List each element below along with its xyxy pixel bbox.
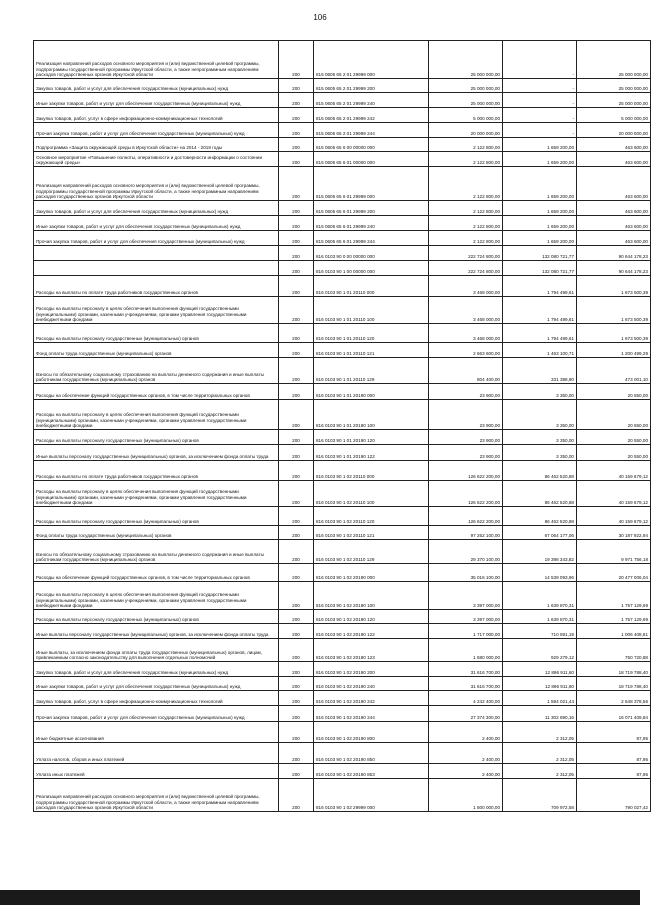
table-row bbox=[34, 93, 651, 108]
executed-amount-cell: - bbox=[503, 93, 577, 108]
unexecuted-amount-cell: 463 600,00 bbox=[577, 216, 651, 231]
approved-amount-cell: 2 400,00 bbox=[429, 743, 503, 764]
table-row bbox=[34, 540, 651, 564]
expense-name-cell: Расходы на выплаты персоналу в целях обеспечения выполнения функций государственными (муниципальными) органами, казенными учреждениями, органами управления государственными внебюджетными фондами bbox=[34, 297, 279, 324]
table-row bbox=[34, 384, 651, 400]
unexecuted-amount-cell: 25 000 000,00 bbox=[577, 93, 651, 108]
budget-classification-code-cell: 816 0103 90 1 02 20190 122 bbox=[314, 624, 429, 639]
line-code-cell: 200 bbox=[279, 526, 314, 540]
line-code-cell: 200 bbox=[279, 297, 314, 324]
executed-amount-cell: 86 462 520,88 bbox=[503, 507, 577, 526]
executed-amount-cell: 1 659 200,00 bbox=[503, 152, 577, 167]
line-code-cell: 200 bbox=[279, 722, 314, 743]
approved-amount-cell: 2 400,00 bbox=[429, 722, 503, 743]
executed-amount-cell: 1 659 200,00 bbox=[503, 231, 577, 246]
expense-name-cell: Расходы на выплаты персоналу государственных (муниципальных) органов bbox=[34, 430, 279, 445]
approved-amount-cell: 25 000 000,00 bbox=[429, 93, 503, 108]
executed-amount-cell: 67 064 177,06 bbox=[503, 526, 577, 540]
budget-classification-code-cell: 815 0605 65 2 01 29999 242 bbox=[314, 108, 429, 123]
table-row bbox=[34, 639, 651, 662]
unexecuted-amount-cell: 1 757 129,69 bbox=[577, 610, 651, 624]
budget-classification-code-cell: 816 0103 90 1 01 20190 122 bbox=[314, 445, 429, 461]
budget-classification-code-cell: 816 0103 90 1 02 20190 100 bbox=[314, 582, 429, 610]
approved-amount-cell: 126 622 200,00 bbox=[429, 507, 503, 526]
table-row bbox=[34, 662, 651, 677]
executed-amount-cell: 12 896 911,60 bbox=[503, 662, 577, 677]
executed-amount-cell: 1 659 200,00 bbox=[503, 216, 577, 231]
table-row bbox=[34, 722, 651, 743]
line-code-cell: 200 bbox=[279, 706, 314, 722]
table-row bbox=[34, 430, 651, 445]
expense-name-cell: Фонд оплаты труда государственных (муниципальных) органов bbox=[34, 343, 279, 358]
approved-amount-cell: 2 122 800,00 bbox=[429, 231, 503, 246]
expense-name-cell: Расходы на выплаты персоналу в целях обеспечения выполнения функций государственными (муниципальными) органами, казенными учреждениями, органами управления государственными внебюджетными фондами bbox=[34, 400, 279, 430]
table-row bbox=[34, 691, 651, 706]
expense-name-cell: Закупка товаров, работ и услуг для обеспечения государственных (муниципальных) нужд bbox=[34, 79, 279, 93]
budget-classification-code-cell: 816 0103 90 1 01 20110 120 bbox=[314, 324, 429, 343]
table-row bbox=[34, 400, 651, 430]
executed-amount-cell: 2 312,05 bbox=[503, 722, 577, 743]
expense-name-cell: Закупка товаров, работ, услуг в сфере информационно-коммуникационных технологий bbox=[34, 691, 279, 706]
table-row bbox=[34, 779, 651, 812]
line-code-cell: 200 bbox=[279, 216, 314, 231]
line-code-cell: 200 bbox=[279, 123, 314, 138]
budget-classification-code-cell: 815 0605 65 6 01 29999 200 bbox=[314, 201, 429, 216]
budget-classification-code-cell: 816 0103 90 1 00 00000 000 bbox=[314, 261, 429, 276]
budget-execution-table bbox=[33, 40, 651, 812]
budget-classification-code-cell: 816 0103 90 1 02 20190 800 bbox=[314, 722, 429, 743]
line-code-cell: 200 bbox=[279, 358, 314, 384]
expense-name-cell: Расходы на выплаты персоналу государственных (муниципальных) органов bbox=[34, 507, 279, 526]
line-code-cell: 200 bbox=[279, 445, 314, 461]
expense-name-cell: Уплата налогов, сборов и иных платежей bbox=[34, 743, 279, 764]
approved-amount-cell: 25 000 000,00 bbox=[429, 79, 503, 93]
line-code-cell: 200 bbox=[279, 108, 314, 123]
line-code-cell: 200 bbox=[279, 639, 314, 662]
executed-amount-cell: 710 591,19 bbox=[503, 624, 577, 639]
line-code-cell: 200 bbox=[279, 201, 314, 216]
executed-amount-cell: 14 539 093,96 bbox=[503, 564, 577, 582]
unexecuted-amount-cell: 463 600,00 bbox=[577, 201, 651, 216]
approved-amount-cell: 3 397 000,00 bbox=[429, 582, 503, 610]
budget-classification-code-cell: 815 0605 65 6 01 29999 000 bbox=[314, 167, 429, 201]
budget-classification-code-cell: 816 0103 90 1 02 20190 850 bbox=[314, 743, 429, 764]
table-row bbox=[34, 624, 651, 639]
approved-amount-cell: 804 400,00 bbox=[429, 358, 503, 384]
table-row bbox=[34, 261, 651, 276]
line-code-cell: 200 bbox=[279, 610, 314, 624]
approved-amount-cell: 23 900,00 bbox=[429, 430, 503, 445]
line-code-cell: 200 bbox=[279, 231, 314, 246]
table-row bbox=[34, 343, 651, 358]
unexecuted-amount-cell: 1 673 500,39 bbox=[577, 324, 651, 343]
table-row bbox=[34, 167, 651, 201]
approved-amount-cell: 31 616 700,00 bbox=[429, 662, 503, 677]
approved-amount-cell: 20 000 000,00 bbox=[429, 123, 503, 138]
line-code-cell: 200 bbox=[279, 152, 314, 167]
budget-classification-code-cell: 816 0103 90 1 02 20190 120 bbox=[314, 610, 429, 624]
table-row bbox=[34, 231, 651, 246]
expense-name-cell: Закупка товаров, работ и услуг для обеспечения государственных (муниципальных) нужд bbox=[34, 201, 279, 216]
budget-classification-code-cell: 816 0103 90 1 01 20110 129 bbox=[314, 358, 429, 384]
table-row bbox=[34, 564, 651, 582]
budget-classification-code-cell: 816 0103 90 1 02 20110 129 bbox=[314, 540, 429, 564]
table-row bbox=[34, 201, 651, 216]
unexecuted-amount-cell: 463 600,00 bbox=[577, 152, 651, 167]
table-row bbox=[34, 108, 651, 123]
unexecuted-amount-cell: 25 000 000,00 bbox=[577, 79, 651, 93]
expense-name-cell: Иные выплаты, за исключением фонда оплаты труда государственных (муниципальных) органов, лицам, привлекаемым согласно законодательству для выполнения отдельных полномочий bbox=[34, 639, 279, 662]
unexecuted-amount-cell: 2 648 378,56 bbox=[577, 691, 651, 706]
budget-classification-code-cell: 815 0605 65 2 01 29999 000 bbox=[314, 41, 429, 79]
budget-classification-code-cell: 816 0103 90 1 01 20110 000 bbox=[314, 276, 429, 297]
table-row bbox=[34, 358, 651, 384]
expense-name-cell: Прочая закупка товаров, работ и услуг для обеспечения государственных (муниципальных) нужд bbox=[34, 123, 279, 138]
table-row bbox=[34, 507, 651, 526]
unexecuted-amount-cell: 18 719 788,40 bbox=[577, 662, 651, 677]
unexecuted-amount-cell: 1 200 499,29 bbox=[577, 343, 651, 358]
unexecuted-amount-cell: 20 000 000,00 bbox=[577, 123, 651, 138]
budget-classification-code-cell: 816 0103 90 1 02 20190 853 bbox=[314, 764, 429, 779]
approved-amount-cell: 222 724 800,00 bbox=[429, 261, 503, 276]
budget-classification-code-cell: 816 0103 90 1 02 20190 200 bbox=[314, 662, 429, 677]
unexecuted-amount-cell: 40 159 679,12 bbox=[577, 507, 651, 526]
line-code-cell: 200 bbox=[279, 624, 314, 639]
executed-amount-cell: 19 398 343,82 bbox=[503, 540, 577, 564]
expense-name-cell: Закупка товаров, работ и услуг для обеспечения государственных (муниципальных) нужд bbox=[34, 662, 279, 677]
approved-amount-cell: 5 000 000,00 bbox=[429, 108, 503, 123]
executed-amount-cell: - bbox=[503, 79, 577, 93]
line-code-cell: 200 bbox=[279, 261, 314, 276]
unexecuted-amount-cell: 1 757 129,69 bbox=[577, 582, 651, 610]
unexecuted-amount-cell: 1 673 500,39 bbox=[577, 297, 651, 324]
executed-amount-cell: 2 312,05 bbox=[503, 743, 577, 764]
expense-name-cell: Прочая закупка товаров, работ и услуг для обеспечения государственных (муниципальных) нужд bbox=[34, 706, 279, 722]
line-code-cell: 200 bbox=[279, 582, 314, 610]
line-code-cell: 200 bbox=[279, 79, 314, 93]
table-row bbox=[34, 764, 651, 779]
executed-amount-cell: 1 659 200,00 bbox=[503, 201, 577, 216]
expense-name-cell: Уплата иных платежей bbox=[34, 764, 279, 779]
expense-name-cell bbox=[34, 246, 279, 261]
table-row bbox=[34, 706, 651, 722]
approved-amount-cell: 27 374 300,00 bbox=[429, 706, 503, 722]
executed-amount-cell: 86 462 520,88 bbox=[503, 481, 577, 507]
expense-name-cell: Расходы на обеспечение функций государственных органов, в том числе территориальных органов bbox=[34, 564, 279, 582]
expense-name-cell: Подпрограмма «Защита окружающей среды в Иркутской области» на 2014 - 2018 годы bbox=[34, 138, 279, 152]
expense-name-cell: Иные выплаты персоналу государственных (муниципальных) органов, за исключением фонда оплаты труда bbox=[34, 445, 279, 461]
unexecuted-amount-cell: 463 600,00 bbox=[577, 167, 651, 201]
executed-amount-cell: 132 080 721,77 bbox=[503, 261, 577, 276]
unexecuted-amount-cell: 463 600,00 bbox=[577, 138, 651, 152]
line-code-cell: 200 bbox=[279, 246, 314, 261]
line-code-cell: 200 bbox=[279, 564, 314, 582]
unexecuted-amount-cell: 790 027,42 bbox=[577, 779, 651, 812]
unexecuted-amount-cell: 40 159 679,12 bbox=[577, 461, 651, 481]
expense-name-cell: Расходы на выплаты по оплате труда работников государственных органов bbox=[34, 461, 279, 481]
executed-amount-cell: - bbox=[503, 123, 577, 138]
expense-name-cell: Закупка товаров, работ, услуг в сфере информационно-коммуникационных технологий bbox=[34, 108, 279, 123]
budget-classification-code-cell: 815 0605 65 6 01 29999 240 bbox=[314, 216, 429, 231]
unexecuted-amount-cell: 20 550,00 bbox=[577, 445, 651, 461]
budget-classification-code-cell: 816 0103 90 1 01 20110 100 bbox=[314, 297, 429, 324]
table-row bbox=[34, 138, 651, 152]
unexecuted-amount-cell: 87,95 bbox=[577, 764, 651, 779]
line-code-cell: 200 bbox=[279, 343, 314, 358]
expense-name-cell: Иные закупки товаров, работ и услуг для обеспечения государственных (муниципальных) нужд bbox=[34, 677, 279, 691]
budget-classification-code-cell: 816 0103 90 1 02 20110 121 bbox=[314, 526, 429, 540]
budget-classification-code-cell: 816 0103 90 1 02 20190 123 bbox=[314, 639, 429, 662]
table-row bbox=[34, 445, 651, 461]
budget-classification-code-cell: 815 0605 65 6 01 29999 244 bbox=[314, 231, 429, 246]
unexecuted-amount-cell: 1 673 500,39 bbox=[577, 276, 651, 297]
budget-classification-code-cell: 816 0103 90 1 02 20110 000 bbox=[314, 461, 429, 481]
approved-amount-cell: 4 242 400,00 bbox=[429, 691, 503, 706]
approved-amount-cell: 3 468 000,00 bbox=[429, 276, 503, 297]
table-row bbox=[34, 152, 651, 167]
executed-amount-cell: - bbox=[503, 41, 577, 79]
expense-name-cell: Фонд оплаты труда государственных (муниципальных) органов bbox=[34, 526, 279, 540]
unexecuted-amount-cell: 20 550,00 bbox=[577, 384, 651, 400]
unexecuted-amount-cell: 20 550,00 bbox=[577, 400, 651, 430]
approved-amount-cell: 2 122 800,00 bbox=[429, 167, 503, 201]
executed-amount-cell: 331 398,90 bbox=[503, 358, 577, 384]
table-row bbox=[34, 123, 651, 138]
executed-amount-cell: 11 302 890,16 bbox=[503, 706, 577, 722]
expense-name-cell: Реализация направлений расходов основного мероприятия и (или) ведомственной целевой программы, подпрограммы государственной программы Иркутской области, а также непрограммным направлениям расходов государственных органов Иркутской области bbox=[34, 167, 279, 201]
table-row bbox=[34, 324, 651, 343]
expense-name-cell: Прочая закупка товаров, работ и услуг для обеспечения государственных (муниципальных) нужд bbox=[34, 231, 279, 246]
budget-classification-code-cell: 816 0103 90 1 01 20110 121 bbox=[314, 343, 429, 358]
table-row bbox=[34, 481, 651, 507]
line-code-cell: 200 bbox=[279, 41, 314, 79]
budget-classification-code-cell: 816 0103 90 1 01 20190 120 bbox=[314, 430, 429, 445]
expense-name-cell: Взносы по обязательному социальному страхованию на выплаты денежного содержания и иные выплаты работникам государственных (муниципальных) органов bbox=[34, 358, 279, 384]
executed-amount-cell: 1 659 200,00 bbox=[503, 138, 577, 152]
line-code-cell: 200 bbox=[279, 276, 314, 297]
table-row bbox=[34, 743, 651, 764]
unexecuted-amount-cell: 20 550,00 bbox=[577, 430, 651, 445]
unexecuted-amount-cell: 87,95 bbox=[577, 743, 651, 764]
line-code-cell: 200 bbox=[279, 779, 314, 812]
table-row bbox=[34, 246, 651, 261]
table-row bbox=[34, 216, 651, 231]
line-code-cell: 200 bbox=[279, 677, 314, 691]
approved-amount-cell: 25 000 000,00 bbox=[429, 41, 503, 79]
unexecuted-amount-cell: 5 000 000,00 bbox=[577, 108, 651, 123]
budget-classification-code-cell: 815 0605 65 6 00 00000 000 bbox=[314, 138, 429, 152]
budget-classification-code-cell: 815 0605 65 2 01 29999 200 bbox=[314, 79, 429, 93]
line-code-cell: 200 bbox=[279, 93, 314, 108]
approved-amount-cell: 126 622 200,00 bbox=[429, 461, 503, 481]
approved-amount-cell: 97 252 100,00 bbox=[429, 526, 503, 540]
budget-classification-code-cell: 815 0605 65 2 01 29999 240 bbox=[314, 93, 429, 108]
approved-amount-cell: 31 616 700,00 bbox=[429, 677, 503, 691]
approved-amount-cell: 35 016 100,00 bbox=[429, 564, 503, 582]
executed-amount-cell: 1 639 870,31 bbox=[503, 582, 577, 610]
expense-name-cell: Расходы на выплаты персоналу государственных (муниципальных) органов bbox=[34, 610, 279, 624]
unexecuted-amount-cell: 750 720,88 bbox=[577, 639, 651, 662]
executed-amount-cell: 132 080 721,77 bbox=[503, 246, 577, 261]
unexecuted-amount-cell: 18 719 788,40 bbox=[577, 677, 651, 691]
budget-classification-code-cell: 816 0103 90 1 01 20190 000 bbox=[314, 384, 429, 400]
executed-amount-cell: 3 350,00 bbox=[503, 400, 577, 430]
unexecuted-amount-cell: 87,95 bbox=[577, 722, 651, 743]
budget-classification-code-cell: 816 0103 90 1 02 29999 000 bbox=[314, 779, 429, 812]
unexecuted-amount-cell: 40 159 679,12 bbox=[577, 481, 651, 507]
line-code-cell: 200 bbox=[279, 481, 314, 507]
budget-classification-code-cell: 816 0103 90 1 01 20190 100 bbox=[314, 400, 429, 430]
table-row bbox=[34, 461, 651, 481]
budget-classification-code-cell: 815 0605 65 2 01 29999 244 bbox=[314, 123, 429, 138]
expense-name-cell: Расходы на выплаты персоналу государственных (муниципальных) органов bbox=[34, 324, 279, 343]
approved-amount-cell: 3 468 000,00 bbox=[429, 324, 503, 343]
approved-amount-cell: 1 680 000,00 bbox=[429, 639, 503, 662]
executed-amount-cell: 1 594 021,44 bbox=[503, 691, 577, 706]
approved-amount-cell: 2 122 800,00 bbox=[429, 138, 503, 152]
expense-name-cell: Взносы по обязательному социальному страхованию на выплаты денежного содержания и иные выплаты работникам государственных (муниципальных) органов bbox=[34, 540, 279, 564]
expense-name-cell: Иные закупки товаров, работ и услуг для обеспечения государственных (муниципальных) нужд bbox=[34, 216, 279, 231]
line-code-cell: 200 bbox=[279, 400, 314, 430]
budget-classification-code-cell: 816 0103 90 1 02 20190 244 bbox=[314, 706, 429, 722]
expense-name-cell bbox=[34, 261, 279, 276]
unexecuted-amount-cell: 1 006 408,81 bbox=[577, 624, 651, 639]
executed-amount-cell: 1 659 200,00 bbox=[503, 167, 577, 201]
executed-amount-cell: 709 972,58 bbox=[503, 779, 577, 812]
expense-name-cell: Иные бюджетные ассигнования bbox=[34, 722, 279, 743]
line-code-cell: 200 bbox=[279, 540, 314, 564]
budget-classification-code-cell: 816 0103 90 0 00 00000 000 bbox=[314, 246, 429, 261]
unexecuted-amount-cell: 30 187 922,94 bbox=[577, 526, 651, 540]
page-number: 106 bbox=[313, 13, 327, 22]
budget-classification-code-cell: 816 0103 90 1 02 20190 000 bbox=[314, 564, 429, 582]
unexecuted-amount-cell: 20 477 006,04 bbox=[577, 564, 651, 582]
expense-name-cell: Основное мероприятие «Повышение полноты, оперативности и достоверности информации о состоянии окружающей среды» bbox=[34, 152, 279, 167]
budget-classification-code-cell: 816 0103 90 1 02 20110 120 bbox=[314, 507, 429, 526]
approved-amount-cell: 2 122 800,00 bbox=[429, 216, 503, 231]
unexecuted-amount-cell: 16 071 409,84 bbox=[577, 706, 651, 722]
line-code-cell: 200 bbox=[279, 662, 314, 677]
expense-name-cell: Реализация направлений расходов основного мероприятия и (или) ведомственной целевой программы, подпрограммы государственной программы Иркутской области, а также непрограммным направлениям расходов государственных органов Иркутской области bbox=[34, 779, 279, 812]
approved-amount-cell: 3 397 000,00 bbox=[429, 610, 503, 624]
table-row bbox=[34, 276, 651, 297]
line-code-cell: 200 bbox=[279, 691, 314, 706]
line-code-cell: 200 bbox=[279, 384, 314, 400]
executed-amount-cell: 3 350,00 bbox=[503, 445, 577, 461]
approved-amount-cell: 23 900,00 bbox=[429, 400, 503, 430]
unexecuted-amount-cell: 90 644 178,23 bbox=[577, 246, 651, 261]
budget-classification-code-cell: 816 0103 90 1 02 20190 240 bbox=[314, 677, 429, 691]
approved-amount-cell: 23 900,00 bbox=[429, 445, 503, 461]
table-row bbox=[34, 41, 651, 79]
line-code-cell: 200 bbox=[279, 743, 314, 764]
expense-name-cell: Иные закупки товаров, работ и услуг для обеспечения государственных (муниципальных) нужд bbox=[34, 93, 279, 108]
table-row bbox=[34, 582, 651, 610]
unexecuted-amount-cell: 9 971 756,18 bbox=[577, 540, 651, 564]
expense-name-cell: Иные выплаты персоналу государственных (муниципальных) органов, за исключением фонда оплаты труда bbox=[34, 624, 279, 639]
line-code-cell: 200 bbox=[279, 764, 314, 779]
bottom-scan-edge bbox=[0, 890, 640, 905]
executed-amount-cell: 3 350,00 bbox=[503, 430, 577, 445]
table-row bbox=[34, 526, 651, 540]
line-code-cell: 200 bbox=[279, 507, 314, 526]
budget-classification-code-cell: 815 0605 65 6 01 00000 000 bbox=[314, 152, 429, 167]
approved-amount-cell: 3 468 000,00 bbox=[429, 297, 503, 324]
expense-name-cell: Реализация направлений расходов основного мероприятия и (или) ведомственной целевой программы, подпрограммы государственной программы Иркутской области, а также непрограммным направлениям расходов государственных органов Иркутской области bbox=[34, 41, 279, 79]
table-row bbox=[34, 610, 651, 624]
approved-amount-cell: 23 900,00 bbox=[429, 384, 503, 400]
executed-amount-cell: 1 794 499,61 bbox=[503, 276, 577, 297]
line-code-cell: 200 bbox=[279, 138, 314, 152]
executed-amount-cell: - bbox=[503, 108, 577, 123]
unexecuted-amount-cell: 90 644 178,23 bbox=[577, 261, 651, 276]
line-code-cell: 200 bbox=[279, 167, 314, 201]
line-code-cell: 200 bbox=[279, 461, 314, 481]
approved-amount-cell: 222 724 800,00 bbox=[429, 246, 503, 261]
executed-amount-cell: 1 794 499,61 bbox=[503, 297, 577, 324]
unexecuted-amount-cell: 463 600,00 bbox=[577, 231, 651, 246]
approved-amount-cell: 29 370 100,00 bbox=[429, 540, 503, 564]
executed-amount-cell: 1 639 870,31 bbox=[503, 610, 577, 624]
approved-amount-cell: 1 500 000,00 bbox=[429, 779, 503, 812]
executed-amount-cell: 1 794 499,61 bbox=[503, 324, 577, 343]
expense-name-cell: Расходы на обеспечение функций государственных органов, в том числе территориальных органов bbox=[34, 384, 279, 400]
expense-name-cell: Расходы на выплаты персоналу в целях обеспечения выполнения функций государственными (муниципальными) органами, казенными учреждениями, органами управления государственными внебюджетными фондами bbox=[34, 582, 279, 610]
executed-amount-cell: 929 279,12 bbox=[503, 639, 577, 662]
line-code-cell: 200 bbox=[279, 430, 314, 445]
unexecuted-amount-cell: 25 000 000,00 bbox=[577, 41, 651, 79]
expense-name-cell: Расходы на выплаты по оплате труда работников государственных органов bbox=[34, 276, 279, 297]
approved-amount-cell: 2 400,00 bbox=[429, 764, 503, 779]
approved-amount-cell: 2 122 800,00 bbox=[429, 201, 503, 216]
table-row bbox=[34, 677, 651, 691]
budget-classification-code-cell: 816 0103 90 1 02 20110 100 bbox=[314, 481, 429, 507]
expense-name-cell: Расходы на выплаты персоналу в целях обеспечения выполнения функций государственными (муниципальными) органами, казенными учреждениями, органами управления государственными внебюджетными фондами bbox=[34, 481, 279, 507]
table-row bbox=[34, 79, 651, 93]
approved-amount-cell: 1 717 000,00 bbox=[429, 624, 503, 639]
approved-amount-cell: 2 663 600,00 bbox=[429, 343, 503, 358]
budget-classification-code-cell: 816 0103 90 1 02 20190 242 bbox=[314, 691, 429, 706]
approved-amount-cell: 2 122 800,00 bbox=[429, 152, 503, 167]
executed-amount-cell: 86 462 520,88 bbox=[503, 461, 577, 481]
executed-amount-cell: 3 350,00 bbox=[503, 384, 577, 400]
executed-amount-cell: 12 896 911,60 bbox=[503, 677, 577, 691]
line-code-cell: 200 bbox=[279, 324, 314, 343]
unexecuted-amount-cell: 473 001,10 bbox=[577, 358, 651, 384]
table-row bbox=[34, 297, 651, 324]
approved-amount-cell: 126 622 200,00 bbox=[429, 481, 503, 507]
executed-amount-cell: 2 312,05 bbox=[503, 764, 577, 779]
executed-amount-cell: 1 463 100,71 bbox=[503, 343, 577, 358]
